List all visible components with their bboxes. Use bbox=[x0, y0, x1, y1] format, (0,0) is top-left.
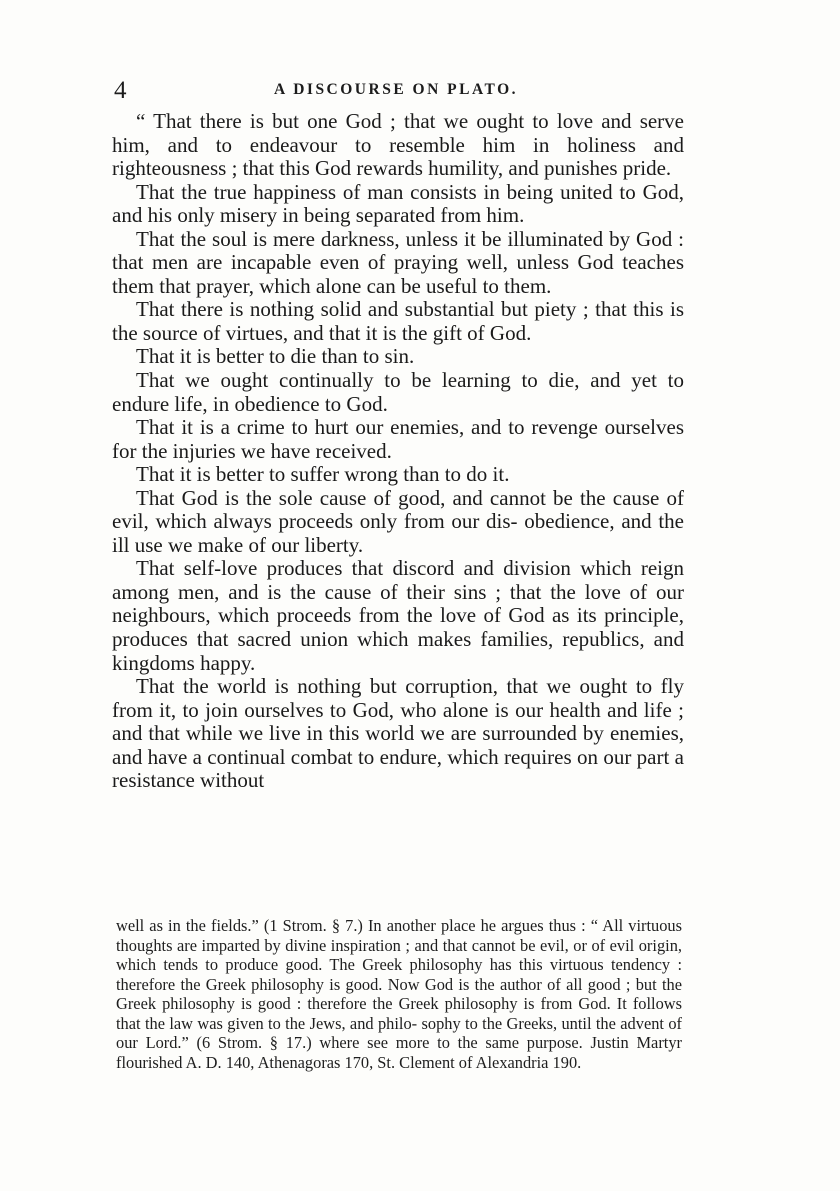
paragraph-piety: That there is nothing solid and substantial but piety ; that this is the source of virtues, and that it is the gift of God. bbox=[112, 297, 684, 345]
paragraph-cause-of-good: That God is the sole cause of good, and cannot be the cause of evil, which always proceeds only from our dis- obedience, and the ill use we make of our liberty. bbox=[112, 485, 684, 557]
main-text bbox=[112, 110, 684, 793]
footnote-text: well as in the fields.” (1 Strom. § 7.) In another place he argues thus : “ All virtuous thoughts are imparted by divine inspiration ; and that cannot be evil, or of evil origin, which tends to produce good. The Greek philosophy has this virtuous tendency : therefore the Greek philosophy is good. Now God is the author of all good ; but the Greek philosophy is good : therefore the Greek philosophy is from God. It follows that the law was given to the Jews, and philo- sophy to the Greeks, until the advent of our Lord.” (6 Strom. § 17.) where see more to the same purpose. Justin Martyr flourished A. D. 140, Athenagoras 170, St. Clement of Alexandria 190. bbox=[116, 916, 682, 1072]
footnote bbox=[116, 916, 682, 1072]
paragraph-self-love: That self-love produces that discord and division which reign among men, and is the cause of their sins ; that the love of our neighbours, which proceeds from the love of God as its principle, produces that sacred union which makes families, republics, and kingdoms happy. bbox=[112, 556, 684, 675]
paragraph-world-corruption: That the world is nothing but corruption, that we ought to fly from it, to join ourselves to God, who alone is our health and life ; and that while we live in this world we are surrounded by enemies, and have a continual combat to endure, which requires on our part a resistance without bbox=[112, 674, 684, 793]
running-head: A DISCOURSE ON PLATO. bbox=[274, 81, 518, 98]
paragraph-true-happiness: That the true happiness of man consists in being united to God, and his only misery in being separated from him. bbox=[112, 179, 684, 228]
page-header bbox=[114, 76, 684, 106]
paragraph-soul-darkness: That the soul is mere darkness, unless it be illuminated by God : that men are incapable even of praying well, unless God teaches them that prayer, which alone can be useful to them. bbox=[112, 226, 684, 298]
paragraph-one-god: “ That there is but one God ; that we ought to love and serve him, and to endeavour to resemble him in holiness and righteousness ; that this God rewards humility, and punishes pride. bbox=[112, 109, 684, 181]
paragraph-suffer-wrong: That it is better to suffer wrong than to do it. bbox=[136, 462, 510, 487]
paragraph-hurt-enemies: That it is a crime to hurt our enemies, and to revenge ourselves for the injuries we have received. bbox=[112, 415, 684, 463]
page-number: 4 bbox=[114, 77, 127, 104]
paragraph-learning-to-die: That we ought continually to be learning to die, and yet to endure life, in obedience to God. bbox=[112, 368, 684, 416]
paragraph-die-than-sin: That it is better to die than to sin. bbox=[136, 344, 415, 369]
